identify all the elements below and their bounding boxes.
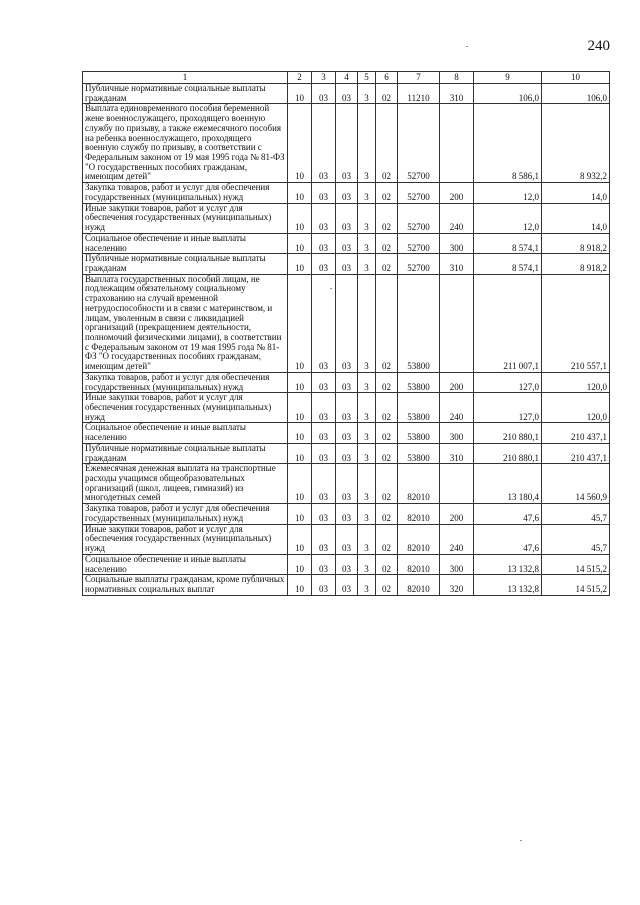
row-cell-c6: 02 xyxy=(376,524,398,554)
row-cell-c6: 02 xyxy=(376,504,398,524)
row-name-cell: Социальное обеспечение и иные выплаты населению xyxy=(83,423,288,443)
table-row xyxy=(83,104,610,183)
row-name-cell: Иные закупки товаров, работ и услуг для обеспечения государственных (муниципальных) нужд xyxy=(83,393,288,423)
row-cell-c6: 02 xyxy=(376,464,398,504)
row-cell-c4: 03 xyxy=(336,233,358,253)
row-cell-c10: 45,7 xyxy=(542,524,610,554)
row-name-cell: Публичные нормативные социальные выплаты гражданам xyxy=(83,254,288,274)
row-cell-c5: 3 xyxy=(358,372,376,392)
row-cell-c4: 03 xyxy=(336,274,358,372)
row-cell-c3: 03 xyxy=(312,464,336,504)
row-name-cell: Выплата государственных пособий лицам, не подлежащим обязательному социальному страхованию на случай временной нетрудоспособности и в связи с материнством, и лицам, уволенным в связи с ликвидацией организаций (прекращением деятельности, полномочий физическими лицами), в соответствии с Федеральным законом от 19 мая 1995 года № 81-ФЗ "О государственных пособиях гражданам, имеющим детей" xyxy=(83,274,288,372)
row-cell-c10: 120,0 xyxy=(542,393,610,423)
row-cell-c5: 3 xyxy=(358,464,376,504)
col-header-1: 1 xyxy=(83,72,288,84)
row-cell-c5: 3 xyxy=(358,233,376,253)
row-name-cell: Закупка товаров, работ и услуг для обеспечения государственных (муниципальных) нужд xyxy=(83,372,288,392)
table-row xyxy=(83,575,610,595)
row-cell-c10: 14 515,2 xyxy=(542,554,610,574)
row-cell-c5: 3 xyxy=(358,183,376,203)
row-cell-c4: 03 xyxy=(336,464,358,504)
col-header-7: 7 xyxy=(398,72,440,84)
row-cell-c8 xyxy=(440,274,474,372)
row-cell-c8: 310 xyxy=(440,443,474,463)
row-cell-c8: 240 xyxy=(440,524,474,554)
row-cell-c10: 8 918,2 xyxy=(542,254,610,274)
row-cell-c4: 03 xyxy=(336,423,358,443)
table-row xyxy=(83,233,610,253)
row-cell-c4: 03 xyxy=(336,104,358,183)
table-row xyxy=(83,504,610,524)
row-cell-c7: 52700 xyxy=(398,254,440,274)
row-cell-c4: 03 xyxy=(336,524,358,554)
row-cell-c5: 3 xyxy=(358,443,376,463)
row-cell-c10: 210 557,1 xyxy=(542,274,610,372)
col-header-4: 4 xyxy=(336,72,358,84)
row-cell-c10: 14,0 xyxy=(542,183,610,203)
row-cell-c6: 02 xyxy=(376,443,398,463)
row-cell-c8: 300 xyxy=(440,233,474,253)
row-cell-c10: 8 918,2 xyxy=(542,233,610,253)
row-cell-c3: 03 xyxy=(312,183,336,203)
row-cell-c7: 82010 xyxy=(398,575,440,595)
table-row xyxy=(83,203,610,233)
row-cell-c3: 03 xyxy=(312,554,336,574)
row-cell-c7: 11210 xyxy=(398,84,440,104)
row-cell-c4: 03 xyxy=(336,393,358,423)
row-cell-c3: 03 xyxy=(312,203,336,233)
row-cell-c9: 13 132,8 xyxy=(474,554,542,574)
row-cell-c7: 82010 xyxy=(398,524,440,554)
row-cell-c9: 12,0 xyxy=(474,183,542,203)
row-cell-c6: 02 xyxy=(376,372,398,392)
row-cell-c7: 52700 xyxy=(398,233,440,253)
row-cell-c10: 106,0 xyxy=(542,84,610,104)
row-cell-c9: 106,0 xyxy=(474,84,542,104)
row-cell-c6: 02 xyxy=(376,554,398,574)
table-row xyxy=(83,554,610,574)
table-row xyxy=(83,443,610,463)
row-cell-c9: 12,0 xyxy=(474,203,542,233)
row-cell-c8 xyxy=(440,104,474,183)
row-cell-c5: 3 xyxy=(358,393,376,423)
row-cell-c9: 210 880,1 xyxy=(474,443,542,463)
row-cell-c10: 45,7 xyxy=(542,504,610,524)
row-cell-c4: 03 xyxy=(336,554,358,574)
row-cell-c9: 13 180,4 xyxy=(474,464,542,504)
row-cell-c10: 120,0 xyxy=(542,372,610,392)
row-cell-c6: 02 xyxy=(376,183,398,203)
row-cell-c8: 240 xyxy=(440,393,474,423)
table-row xyxy=(83,183,610,203)
row-cell-c9: 210 880,1 xyxy=(474,423,542,443)
row-cell-c9: 47,6 xyxy=(474,524,542,554)
table-row xyxy=(83,254,610,274)
row-cell-c5: 3 xyxy=(358,104,376,183)
row-cell-c5: 3 xyxy=(358,554,376,574)
row-cell-c3: 03 xyxy=(312,504,336,524)
row-cell-c6: 02 xyxy=(376,575,398,595)
row-cell-c2: 10 xyxy=(288,254,312,274)
row-cell-c8: 200 xyxy=(440,504,474,524)
row-cell-c9: 127,0 xyxy=(474,372,542,392)
row-cell-c6: 02 xyxy=(376,233,398,253)
row-cell-c2: 10 xyxy=(288,443,312,463)
row-name-cell: Социальное обеспечение и иные выплаты населению xyxy=(83,233,288,253)
row-cell-c5: 3 xyxy=(358,524,376,554)
budget-table xyxy=(82,71,610,596)
row-name-cell: Публичные нормативные социальные выплаты гражданам xyxy=(83,84,288,104)
row-cell-c9: 8 586,1 xyxy=(474,104,542,183)
row-cell-c9: 47,6 xyxy=(474,504,542,524)
row-cell-c5: 3 xyxy=(358,84,376,104)
row-cell-c9: 211 007,1 xyxy=(474,274,542,372)
row-cell-c6: 02 xyxy=(376,423,398,443)
row-cell-c2: 10 xyxy=(288,372,312,392)
row-cell-c6: 02 xyxy=(376,254,398,274)
row-cell-c5: 3 xyxy=(358,575,376,595)
row-cell-c10: 8 932,2 xyxy=(542,104,610,183)
row-cell-c2: 10 xyxy=(288,464,312,504)
row-cell-c7: 53800 xyxy=(398,372,440,392)
row-cell-c6: 02 xyxy=(376,393,398,423)
col-header-9: 9 xyxy=(474,72,542,84)
header-row xyxy=(83,72,610,84)
row-cell-c8: 300 xyxy=(440,554,474,574)
row-cell-c5: 3 xyxy=(358,423,376,443)
row-cell-c7: 82010 xyxy=(398,464,440,504)
row-cell-c4: 03 xyxy=(336,504,358,524)
row-cell-c3: 03 xyxy=(312,274,336,372)
row-cell-c5: 3 xyxy=(358,203,376,233)
row-cell-c7: 53800 xyxy=(398,443,440,463)
row-cell-c7: 52700 xyxy=(398,104,440,183)
row-cell-c7: 52700 xyxy=(398,183,440,203)
row-cell-c2: 10 xyxy=(288,183,312,203)
row-name-cell: Иные закупки товаров, работ и услуг для обеспечения государственных (муниципальных) нужд xyxy=(83,203,288,233)
table-body xyxy=(83,84,610,596)
row-name-cell: Публичные нормативные социальные выплаты гражданам xyxy=(83,443,288,463)
row-cell-c4: 03 xyxy=(336,443,358,463)
row-name-cell: Закупка товаров, работ и услуг для обеспечения государственных (муниципальных) нужд xyxy=(83,183,288,203)
row-cell-c2: 10 xyxy=(288,274,312,372)
table-row xyxy=(83,423,610,443)
row-cell-c7: 82010 xyxy=(398,504,440,524)
row-cell-c4: 03 xyxy=(336,84,358,104)
table-row xyxy=(83,464,610,504)
col-header-3: 3 xyxy=(312,72,336,84)
row-cell-c4: 03 xyxy=(336,203,358,233)
row-cell-c8: 320 xyxy=(440,575,474,595)
row-cell-c10: 210 437,1 xyxy=(542,443,610,463)
col-header-5: 5 xyxy=(358,72,376,84)
row-cell-c2: 10 xyxy=(288,233,312,253)
row-cell-c4: 03 xyxy=(336,254,358,274)
table-row xyxy=(83,393,610,423)
row-cell-c9: 8 574,1 xyxy=(474,233,542,253)
row-cell-c3: 03 xyxy=(312,443,336,463)
row-cell-c8: 300 xyxy=(440,423,474,443)
row-cell-c8: 240 xyxy=(440,203,474,233)
row-cell-c6: 02 xyxy=(376,274,398,372)
row-cell-c2: 10 xyxy=(288,504,312,524)
row-cell-c2: 10 xyxy=(288,104,312,183)
row-cell-c3: 03 xyxy=(312,233,336,253)
row-cell-c2: 10 xyxy=(288,84,312,104)
row-cell-c6: 02 xyxy=(376,203,398,233)
scan-speck xyxy=(330,288,332,289)
row-cell-c10: 210 437,1 xyxy=(542,423,610,443)
row-cell-c6: 02 xyxy=(376,104,398,183)
row-cell-c8: 310 xyxy=(440,254,474,274)
row-cell-c6: 02 xyxy=(376,84,398,104)
row-cell-c7: 53800 xyxy=(398,393,440,423)
row-cell-c10: 14 515,2 xyxy=(542,575,610,595)
row-name-cell: Социальное обеспечение и иные выплаты населению xyxy=(83,554,288,574)
row-cell-c3: 03 xyxy=(312,84,336,104)
scan-speck xyxy=(466,46,468,47)
row-cell-c5: 3 xyxy=(358,254,376,274)
page-number: 240 xyxy=(587,38,610,54)
row-cell-c3: 03 xyxy=(312,372,336,392)
row-cell-c9: 13 132,8 xyxy=(474,575,542,595)
row-cell-c4: 03 xyxy=(336,183,358,203)
table-row xyxy=(83,274,610,372)
row-cell-c3: 03 xyxy=(312,393,336,423)
row-cell-c4: 03 xyxy=(336,575,358,595)
row-cell-c4: 03 xyxy=(336,372,358,392)
table-row xyxy=(83,84,610,104)
row-cell-c2: 10 xyxy=(288,423,312,443)
row-cell-c2: 10 xyxy=(288,393,312,423)
row-cell-c9: 127,0 xyxy=(474,393,542,423)
row-cell-c8: 200 xyxy=(440,372,474,392)
row-cell-c7: 52700 xyxy=(398,203,440,233)
row-cell-c3: 03 xyxy=(312,524,336,554)
row-cell-c2: 10 xyxy=(288,524,312,554)
row-cell-c2: 10 xyxy=(288,575,312,595)
scan-speck xyxy=(520,840,522,841)
row-cell-c7: 53800 xyxy=(398,423,440,443)
row-cell-c8: 200 xyxy=(440,183,474,203)
row-cell-c9: 8 574,1 xyxy=(474,254,542,274)
row-name-cell: Закупка товаров, работ и услуг для обеспечения государственных (муниципальных) нужд xyxy=(83,504,288,524)
table-row xyxy=(83,524,610,554)
row-cell-c3: 03 xyxy=(312,254,336,274)
row-name-cell: Иные закупки товаров, работ и услуг для обеспечения государственных (муниципальных) нужд xyxy=(83,524,288,554)
row-cell-c10: 14 560,9 xyxy=(542,464,610,504)
row-cell-c3: 03 xyxy=(312,104,336,183)
row-cell-c3: 03 xyxy=(312,575,336,595)
row-name-cell: Социальные выплаты гражданам, кроме публичных нормативных социальных выплат xyxy=(83,575,288,595)
row-cell-c5: 3 xyxy=(358,274,376,372)
table-row xyxy=(83,372,610,392)
row-cell-c10: 14,0 xyxy=(542,203,610,233)
row-cell-c3: 03 xyxy=(312,423,336,443)
row-name-cell: Ежемесячная денежная выплата на транспортные расходы учащимся общеобразовательных организаций (школ, лицеев, гимназий) из многодетных семей xyxy=(83,464,288,504)
row-cell-c7: 53800 xyxy=(398,274,440,372)
col-header-6: 6 xyxy=(376,72,398,84)
row-name-cell: Выплата единовременного пособия беременной жене военнослужащего, проходящего военную службу по призыву, а также ежемесячного пособия на ребенка военнослужащего, проходящего военную службу по призыву, в соответствии с Федеральным законом от 19 мая 1995 года № 81-ФЗ "О государственных пособиях гражданам, имеющим детей" xyxy=(83,104,288,183)
row-cell-c8 xyxy=(440,464,474,504)
col-header-10: 10 xyxy=(542,72,610,84)
row-cell-c8: 310 xyxy=(440,84,474,104)
col-header-8: 8 xyxy=(440,72,474,84)
row-cell-c2: 10 xyxy=(288,203,312,233)
row-cell-c2: 10 xyxy=(288,554,312,574)
col-header-2: 2 xyxy=(288,72,312,84)
row-cell-c7: 82010 xyxy=(398,554,440,574)
row-cell-c5: 3 xyxy=(358,504,376,524)
